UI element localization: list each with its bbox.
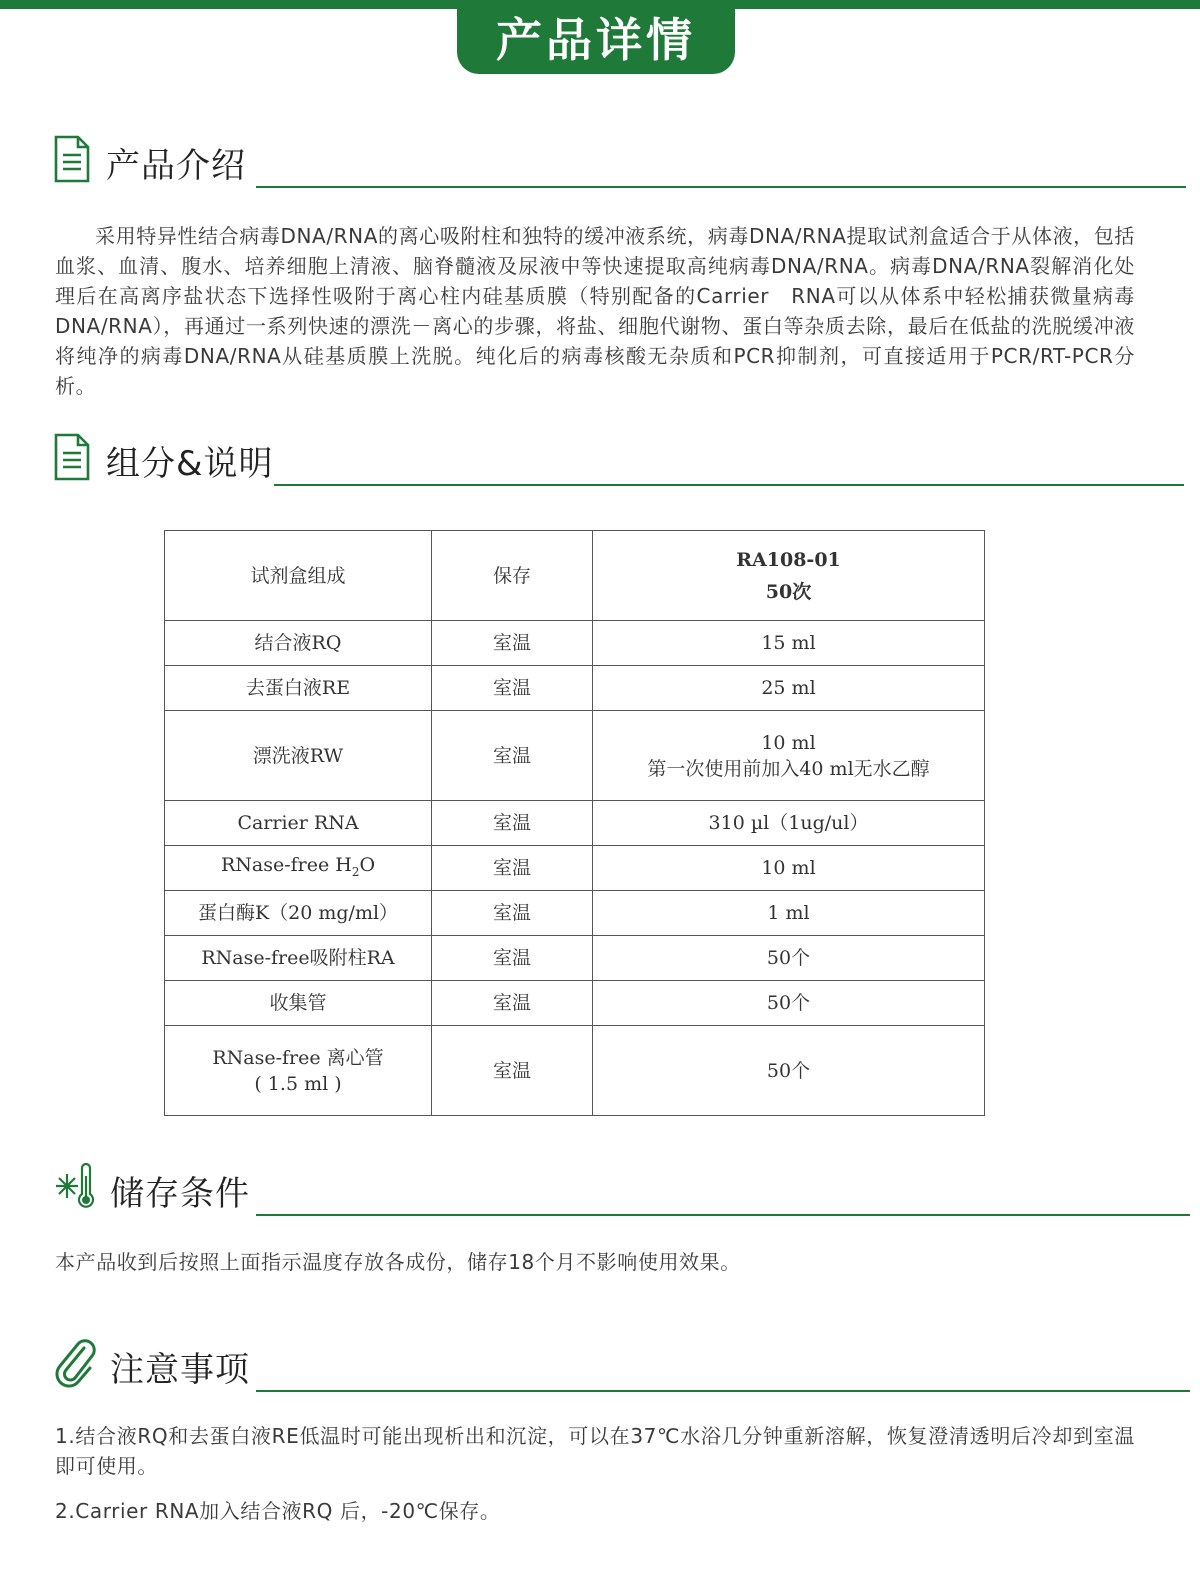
table-header-cell: 保存 xyxy=(432,531,593,621)
section-title-intro: 产品介绍 xyxy=(106,146,246,186)
intro-paragraph: 采用特异性结合病毒DNA/RNA的离心吸附柱和独特的缓冲液系统，病毒DNA/RNA提取试剂盒适合于从体液，包括血浆、血清、腹水、培养细胞上清液、脑脊髓液及尿液中等快速提取高纯病毒DNA/RNA。病毒DNA/RNA裂解消化处理后在高离序盐状态下选择性吸附于离心柱内硅基质膜（特别配备的Carrier RNA可以从体系中轻松捕获微量病毒DNA/RNA），再通过一系列快速的漂洗－离心的步骤，将盐、细胞代谢物、蛋白等杂质去除，最后在低盐的洗脱缓冲液将纯净的病毒DNA/RNA从硅基质膜上洗脱。纯化后的病毒核酸无杂质和PCR抑制剂，可直接适用于PCR/RT-PCR分析。 xyxy=(55,224,1135,398)
name-part: O xyxy=(359,853,376,876)
section-rule xyxy=(274,484,1184,486)
table-row xyxy=(165,801,985,846)
table-row xyxy=(165,936,985,981)
table-cell: RNase-free吸附柱RA xyxy=(165,936,432,981)
table-cell: 室温 xyxy=(432,711,593,801)
catalog-number: RA108-01 xyxy=(736,548,841,571)
table-cell: 室温 xyxy=(432,666,593,711)
name-part: RNase-free H xyxy=(220,853,352,876)
document-icon xyxy=(50,134,98,186)
name-subscript: 2 xyxy=(351,864,360,879)
section-title-notes: 注意事项 xyxy=(110,1350,250,1390)
components-table xyxy=(164,530,985,1116)
section-rule xyxy=(256,1390,1190,1392)
table-cell: 结合液RQ xyxy=(165,621,432,666)
table-cell: 10 ml xyxy=(593,846,985,891)
table-cell xyxy=(165,846,432,891)
table-cell: 室温 xyxy=(432,621,593,666)
amount-note: 第一次使用前加入40 ml无水乙醇 xyxy=(647,757,930,780)
table-cell: 室温 xyxy=(432,1026,593,1116)
thermometer-snowflake-icon xyxy=(54,1162,102,1214)
paperclip-icon xyxy=(54,1338,102,1390)
table-cell: 去蛋白液RE xyxy=(165,666,432,711)
section-intro-header xyxy=(50,134,1186,190)
table-header-row xyxy=(165,531,985,621)
table-cell: 310 µl（1ug/ul） xyxy=(593,801,985,846)
table-row xyxy=(165,981,985,1026)
section-storage-header xyxy=(54,1162,1190,1218)
table-header-cell: 试剂盒组成 xyxy=(165,531,432,621)
table-cell: 室温 xyxy=(432,891,593,936)
table-cell: 50个 xyxy=(593,936,985,981)
table-cell: 蛋白酶K（20 mg/ml） xyxy=(165,891,432,936)
amount-value: 10 ml xyxy=(761,731,816,754)
table-row xyxy=(165,1026,985,1116)
table-cell: 室温 xyxy=(432,801,593,846)
pack-size: 50次 xyxy=(765,580,812,603)
table-row xyxy=(165,666,985,711)
table-row xyxy=(165,711,985,801)
document-icon xyxy=(50,432,98,484)
table-cell: Carrier RNA xyxy=(165,801,432,846)
table-cell: 15 ml xyxy=(593,621,985,666)
section-title-storage: 储存条件 xyxy=(110,1174,250,1214)
table-cell: 1 ml xyxy=(593,891,985,936)
storage-paragraph: 本产品收到后按照上面指示温度存放各成份，储存18个月不影响使用效果。 xyxy=(55,1250,741,1274)
table-cell: 50个 xyxy=(593,1026,985,1116)
page-title: 产品详情 xyxy=(457,0,735,74)
table-row xyxy=(165,891,985,936)
section-rule xyxy=(256,186,1186,188)
section-rule xyxy=(256,1214,1190,1216)
name-line: ( 1.5 ml ) xyxy=(254,1072,342,1095)
table-cell: 50个 xyxy=(593,981,985,1026)
table-row xyxy=(165,621,985,666)
table-cell: 25 ml xyxy=(593,666,985,711)
table-cell xyxy=(593,711,985,801)
table-cell: 室温 xyxy=(432,846,593,891)
name-line: RNase-free 离心管 xyxy=(212,1046,384,1069)
section-notes-header xyxy=(54,1338,1190,1394)
table-cell: 收集管 xyxy=(165,981,432,1026)
table-cell: 室温 xyxy=(432,936,593,981)
table-header-cell xyxy=(593,531,985,621)
table-row xyxy=(165,846,985,891)
table-cell: 漂洗液RW xyxy=(165,711,432,801)
table-cell xyxy=(165,1026,432,1116)
table-cell: 室温 xyxy=(432,981,593,1026)
note-item: 2.Carrier RNA加入结合液RQ 后，-20℃保存。 xyxy=(55,1499,501,1523)
section-title-components: 组分&说明 xyxy=(106,444,274,484)
note-item: 1.结合液RQ和去蛋白液RE低温时可能出现析出和沉淀，可以在37℃水浴几分钟重新溶解，恢复澄清透明后冷却到室温即可使用。 xyxy=(55,1424,1135,1478)
section-components-header xyxy=(50,432,1184,488)
